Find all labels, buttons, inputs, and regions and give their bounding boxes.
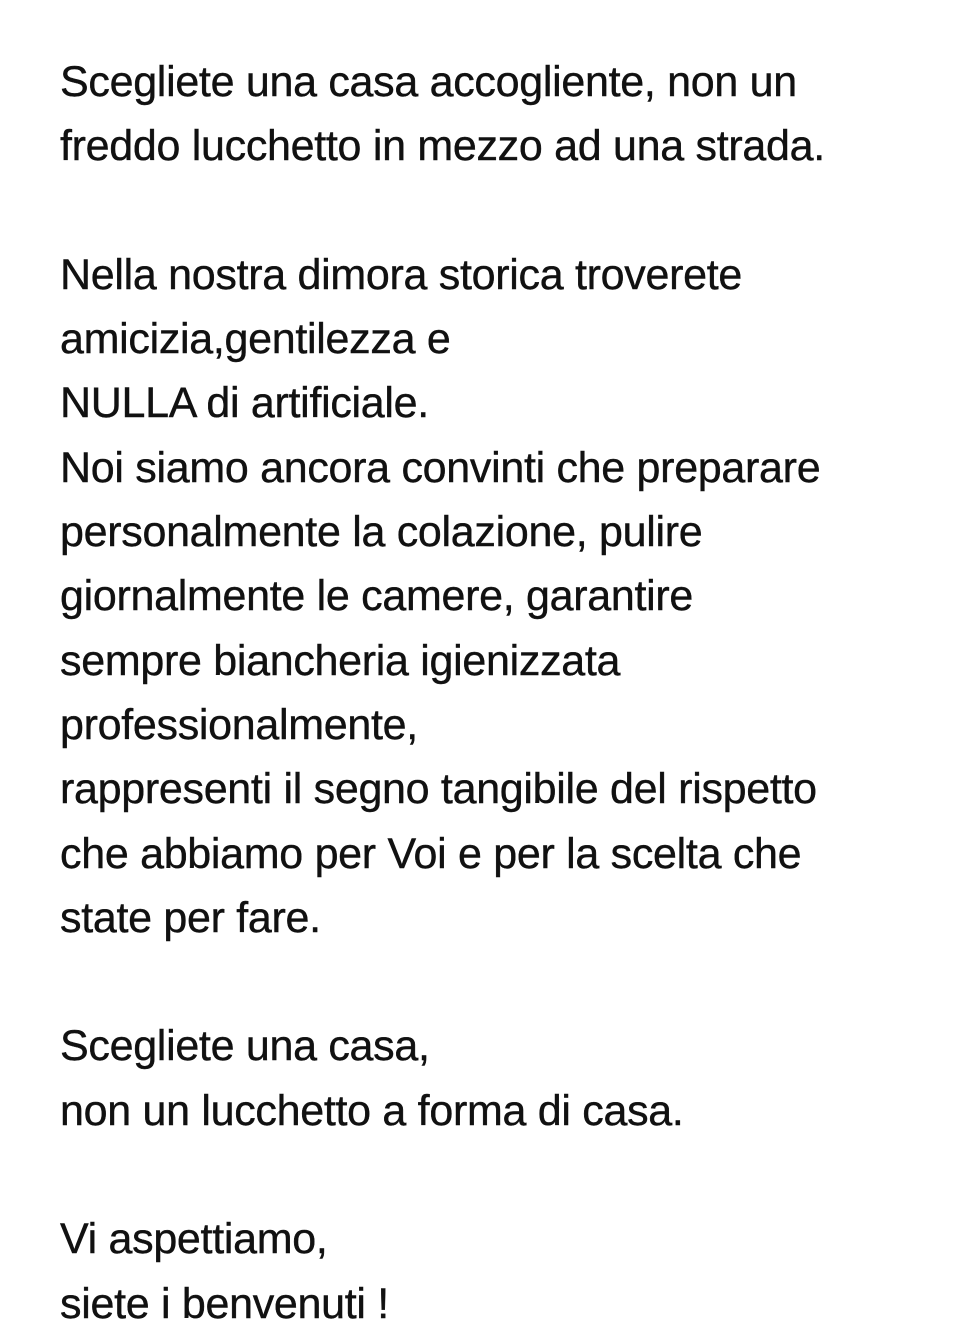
text-line: NULLA di artificiale. bbox=[60, 379, 429, 428]
text-line: che abbiamo per Voi e per la scelta che bbox=[60, 829, 802, 878]
text-line: rappresenti il segno tangibile del rispetto bbox=[60, 765, 817, 814]
paragraph-choice bbox=[60, 1014, 960, 1143]
text-line: siete i benvenuti ! bbox=[60, 1279, 389, 1328]
paragraph-intro bbox=[60, 50, 960, 179]
text-line: Nella nostra dimora storica troverete bbox=[60, 250, 742, 299]
text-line: professionalmente, bbox=[60, 700, 418, 749]
text-line: sempre biancheria igienizzata bbox=[60, 636, 621, 685]
text-line: state per fare. bbox=[60, 893, 321, 942]
blank-line bbox=[60, 950, 960, 1014]
paragraph-welcome bbox=[60, 1207, 960, 1336]
text-line: freddo lucchetto in mezzo ad una strada. bbox=[60, 122, 825, 171]
blank-line bbox=[60, 179, 960, 243]
paragraph-main bbox=[60, 243, 960, 950]
text-line: giornalmente le camere, garantire bbox=[60, 572, 694, 621]
text-line: Scegliete una casa accogliente, non un bbox=[60, 58, 797, 106]
text-line: personalmente la colazione, pulire bbox=[60, 508, 703, 557]
text-line: Vi aspettiamo, bbox=[60, 1215, 328, 1264]
text-line: Scegliete una casa, bbox=[60, 1022, 430, 1071]
note-text-body bbox=[60, 50, 960, 1336]
text-line: Noi siamo ancora convinti che preparare bbox=[60, 443, 821, 492]
text-line: amicizia,gentilezza e bbox=[60, 315, 451, 364]
text-line: non un lucchetto a forma di casa. bbox=[60, 1086, 684, 1135]
blank-line bbox=[60, 1143, 960, 1207]
